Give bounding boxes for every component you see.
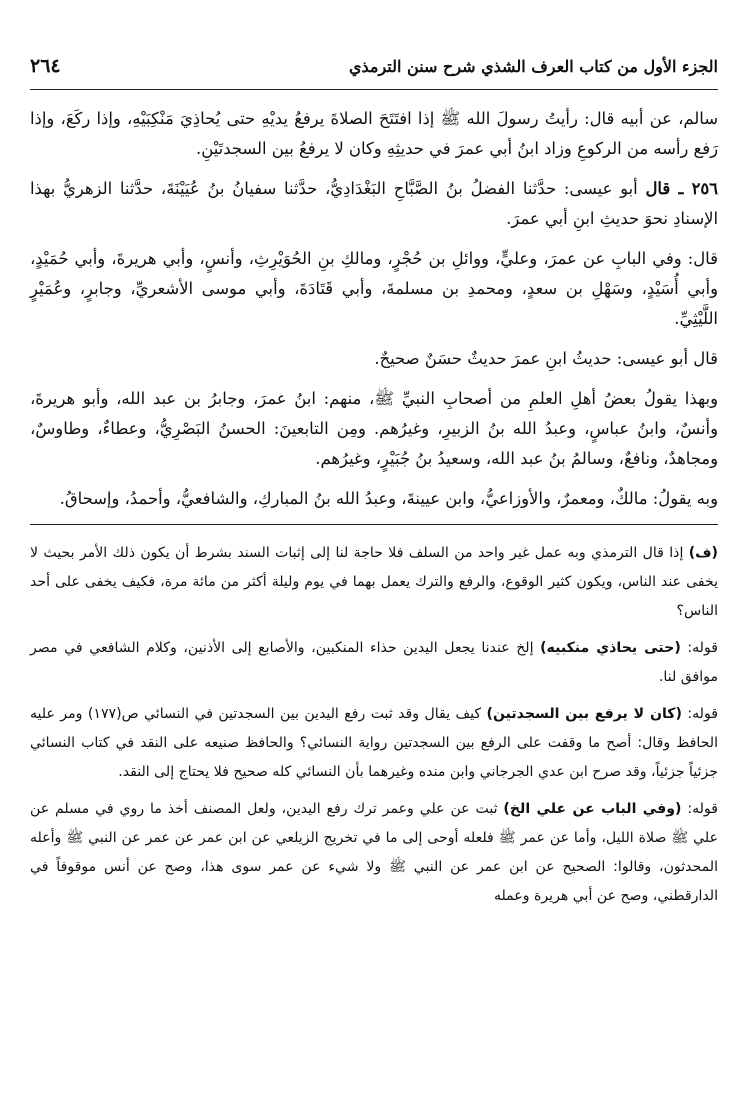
commentary-1-marker: (ف): [688, 545, 718, 561]
hadith-paragraph-6: وبه يقولُ: مالكٌ، ومعمرٌ، والأوزاعيُّ، وابن عيينةَ، وعبدُ الله بنُ المباركِ، والشافعيُّ، وأحمدُ، وإسحاقُ.: [59, 489, 718, 508]
commentary-4-prefix: قوله:: [681, 801, 718, 817]
section-divider: [30, 524, 718, 525]
commentary-paragraph-2: [30, 634, 718, 692]
hadith-paragraph-1: سالم، عن أبيه قال: رأيتُ رسولَ الله ﷺ إذا افتَتَحَ الصلاةَ يرفعُ يديْهِ حتى يُحاذِيَ مَنْكِبَيْهِ، وإذا ركَعَ، وإذا رَفع رأسه من الركوعِ وزاد ابنُ أبي عمرَ في حديثِهِ وكان لا يرفعُ بين السجدتَيْنِ.: [30, 109, 718, 158]
hadith-number: ٢٥٦ ـ قال: [645, 179, 718, 198]
running-title: الجزء الأول من كتاب العرف الشذي شرح سنن الترمذي: [348, 57, 718, 76]
commentary-3-quote: (كان لا يرفع بين السجدتين): [486, 706, 682, 722]
commentary-2-quote: (حتى يحاذي منكبيه): [540, 640, 681, 656]
hadith-text: [30, 104, 718, 514]
commentary-1-text: إذا قال الترمذي وبه عمل غير واحد من السلف فلا حاجة لنا إلى إثبات السند بشرط أن يكون ذلك الأمر بحيث لا يخفى عند الناس، ويكون كثير الوقوع، والرفع والترك يعمل بهما في يوم وليلة أكثر من مائة مرة، فكيف يخفى على أحد الناس؟: [30, 545, 718, 619]
commentary-text: [30, 539, 718, 911]
hadith-paragraph-2: [30, 174, 718, 234]
hadith-paragraph-5: وبهذا يقولُ بعضُ أهلِ العلمِ من أصحابِ النبيِّ ﷺ، منهم: ابنُ عمرَ، وجابرُ بن عبد الله، وأبو هريرةَ، وأنسٌ، وابنُ عباسٍ، وعبدُ الله بنُ الزبيرِ، وغيرُهم. ومِن التابعينَ: الحسنُ البَصْرِيُّ، وعطاءٌ، وطاوسٌ، ومجاهدٌ، ونافعٌ، وسالمُ بنُ عبد الله، وسعيدُ بنُ جُبَيْرٍ، وغيرُهم.: [30, 389, 718, 468]
document-page: [30, 55, 718, 919]
hadith-paragraph-3: قال: وفي البابِ عن عمرَ، وعليٍّ، ووائلِ بن حُجْرٍ، ومالكِ بنِ الحُوَيْرِثِ، وأنسٍ، وأبي هريرةَ، وأبي حُمَيْدٍ، وأبي أُسَيْدٍ، وسَهْلِ بن سعدٍ، ومحمدِ بن مسلمةَ، وأبي قَتَادَةَ، وأبي موسى الأشعريِّ، وجابرٍ، وعُمَيْرٍ اللَّيْثِيِّ.: [30, 249, 718, 328]
commentary-2-text: إلخ عندنا يجعل اليدين حذاء المنكبين، والأصابع إلى الأذنين، وكلام الشافعي في مصر موافق لنا.: [30, 640, 718, 685]
page-header: [30, 55, 718, 90]
commentary-3-prefix: قوله:: [681, 706, 718, 722]
commentary-paragraph-1: [30, 539, 718, 626]
commentary-4-quote: (وفي الباب عن علي الخ): [503, 801, 682, 817]
hadith-paragraph-4: قال أبو عيسى: حديثُ ابنِ عمرَ حديثٌ حسَنٌ صحيحٌ.: [374, 349, 718, 368]
page-number: ٢٦٤: [30, 55, 61, 77]
commentary-4-text: ثبت عن علي وعمر ترك رفع اليدين، ولعل المصنف أخذ ما روي في مسلم عن علي ﷺ صلاة الليل، وأما عن عمر ﷺ فلعله أوحى إلى ما في تخريج الزيلعي عن ابن عمر عن عمر عن النبي ﷺ وأعله المحدثون، وقالوا: الصحيح عن ابن عمر عن النبي ﷺ ولا شيء عن عمر سوى هذا، وصح عن أنس موقوفاً في الدارقطني، وصح عن أبي هريرة وعمله: [30, 801, 718, 904]
hadith-paragraph-2-text: أبو عيسى: حدَّثنا الفضلُ بنُ الصَّبَّاحِ البَغْدَادِيُّ، حدَّثنا سفيانُ بنُ عُيَيْنَةَ، حدَّثنا الزهريُّ بهذا الإسنادِ نحوَ حديثِ ابنِ أبي عمرَ.: [30, 179, 718, 228]
commentary-paragraph-3: [30, 700, 718, 787]
commentary-paragraph-4: [30, 795, 718, 911]
commentary-2-prefix: قوله:: [680, 640, 718, 656]
commentary-3-text: كيف يقال وقد ثبت رفع اليدين بين السجدتين في النسائي ص(١٧٧) ومر عليه الحافظ وقال: أصح ما وقفت على الرفع بين السجدتين رواية النسائي؟ والحافظ صنيعه على النقد في كتاب النسائي جزئياً جزئياً، وقد صرح ابن عدي الجرجاني وابن منده وغيرهما بأن النسائي كله صحيح فلا يحتاج إلى النقد.: [30, 706, 718, 780]
